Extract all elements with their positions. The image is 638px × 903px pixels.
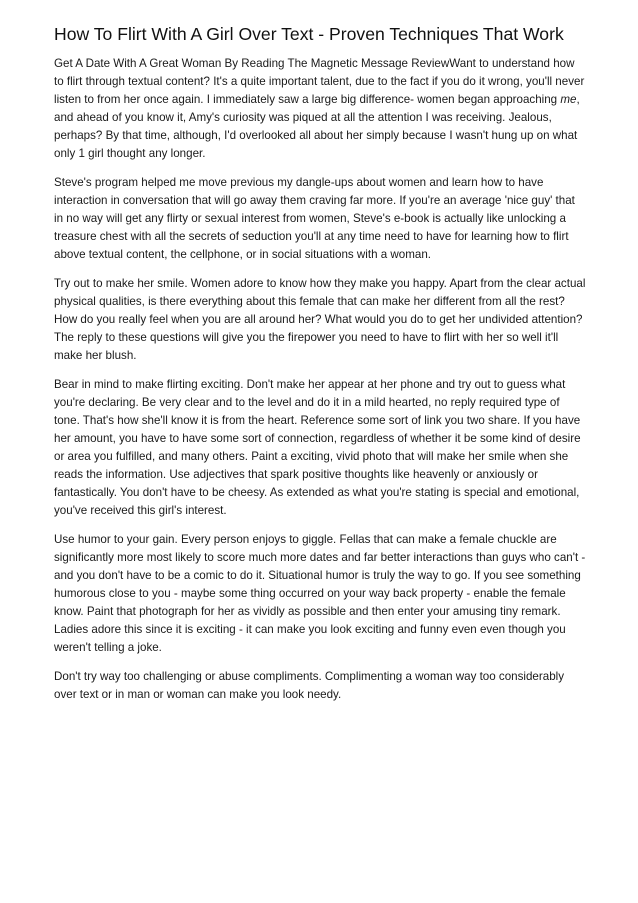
- document-title: How To Flirt With A Girl Over Text - Proven Techniques That Work: [54, 24, 564, 44]
- paragraph-5: Use humor to your gain. Every person enjoys to giggle. Fellas that can make a female chuckle are significantly more most likely to score much more dates and far better interactions than guys who can't - and you don't have to be a comic to do it. Situational humor is truly the way to go. If you see something humorous close to you - maybe some thing occurred on your way back property - enable the female know. Paint that photograph for her as vividly as possible and then enter your amusing tiny remark. Ladies adore this since it is exciting - it can make you look exciting and funny even even though you weren't telling a joke.: [54, 533, 586, 654]
- paragraph-6: Don't try way too challenging or abuse compliments. Complimenting a woman way too considerably over text or in man or woman can make you look needy.: [54, 670, 565, 701]
- paragraph-3: Try out to make her smile. Women adore to know how they make you happy. Apart from the clear actual physical qualities, is there everything about this female that can make her different from all the rest? How do you really feel when you are all around her? What would you do to get her undivided attention? The reply to these questions will give you the firepower you need to have to flirt with her so well it'll make her blush.: [54, 277, 586, 362]
- paragraph-4: Bear in mind to make flirting exciting. Don't make her appear at her phone and try out to guess what you're declaring. Be very clear and to the level and do it in a mild hearted, no reply required type of tone. That's how she'll know it is from the heart. Reference some sort of link you two share. If you have her amount, you have to have some sort of connection, regardless of whether it be some kind of desire or area you fulfilled, and many others. Paint a exciting, vivid photo that will make her smile when she reads the information. Use adjectives that spark positive thoughts like heavenly or anxiously or fantastically. You don't have to be cheesy. As extended as what you're stating is special and emotional, you've received this girl's interest.: [54, 378, 581, 517]
- paragraph-1: [54, 55, 586, 163]
- paragraph-1-text-after: , and ahead of you know it, Amy's curiosity was piqued at all the attention I was receiving. Jealous, perhaps? By that time, although, I'd overlooked all about her simply because I wasn't hung up on what only 1 girl thought any longer.: [54, 93, 580, 160]
- paragraph-2: Steve's program helped me move previous my dangle-ups about women and learn how to have interaction in conversation that will go away them craving far more. If you're an average 'nice guy' that in no way will get any flirty or sexual interest from women, Steve's e-book is actually like unlocking a treasure chest with all the secrets of seduction you'll at any time need to have for learning how to flirt above textual content, the cellphone, or in social situations with a woman.: [54, 176, 575, 261]
- document-page: [54, 24, 586, 715]
- paragraph-1-emphasis: me: [560, 93, 577, 106]
- paragraph-1-text-before: Get A Date With A Great Woman By Reading The Magnetic Message ReviewWant to understand how to flirt through textual content? It's a quite important talent, due to the fact if you do it wrong, you'll never listen to from her once again. I immediately saw a large big difference- women began approaching: [54, 57, 585, 106]
